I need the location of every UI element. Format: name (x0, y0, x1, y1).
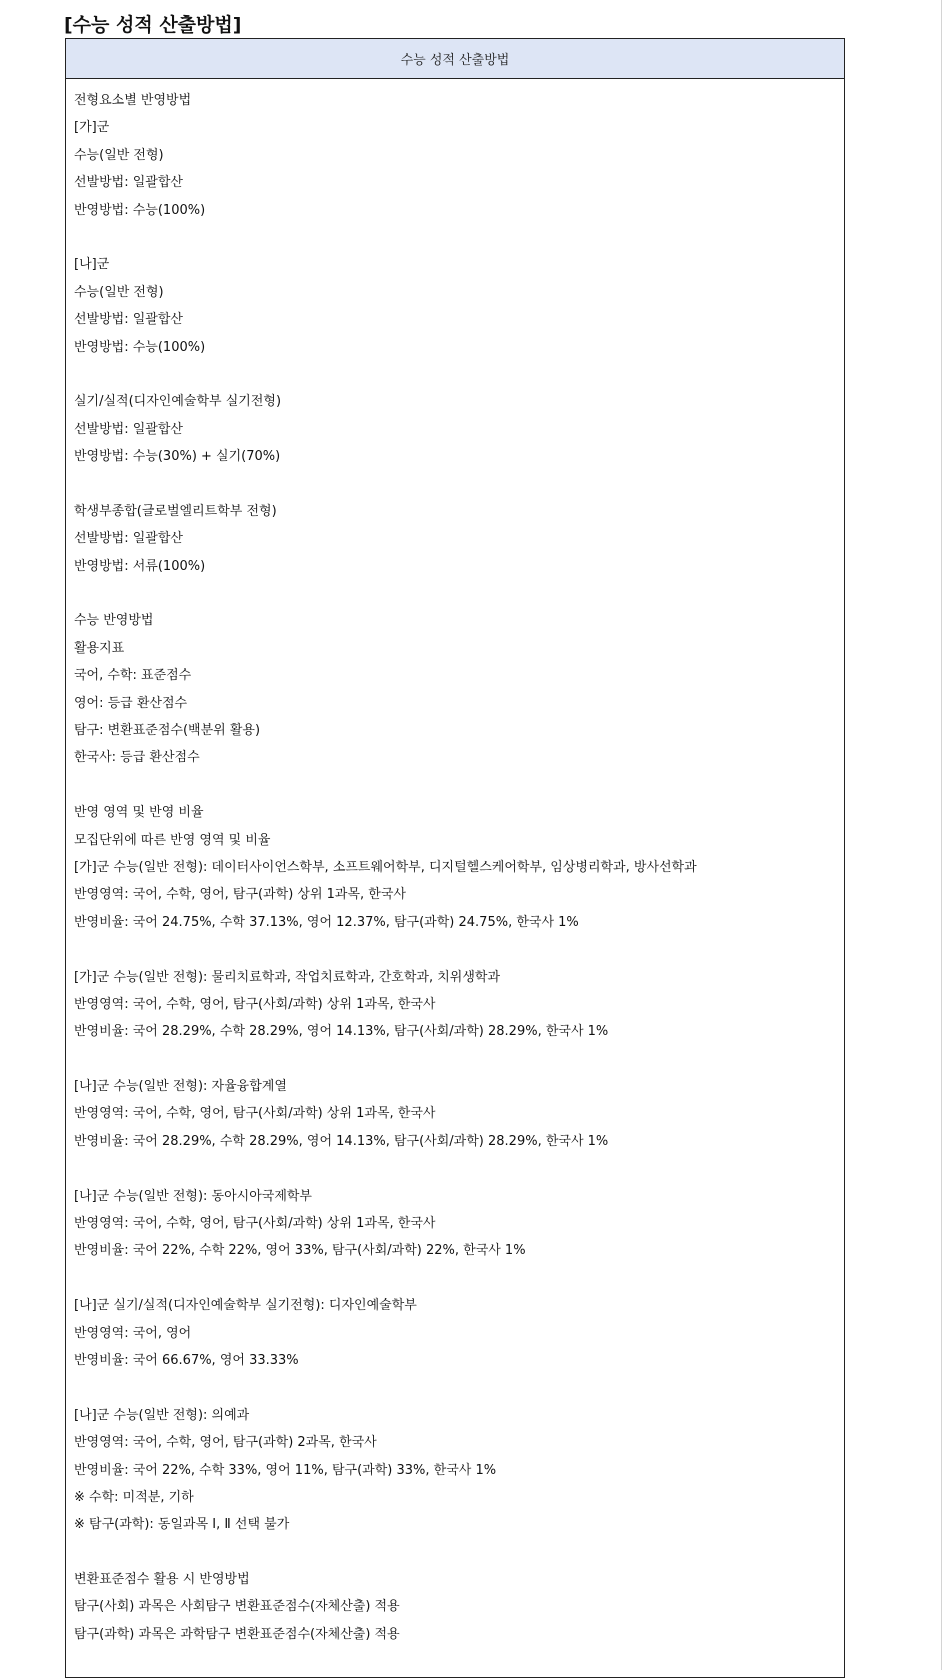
text-line: 변환표준점수 활용 시 반영방법 (74, 1572, 250, 1588)
text-line: 반영영역: 국어, 수학, 영어, 탐구(사회/과학) 상위 1과목, 한국사 (74, 1216, 436, 1232)
blank-line (74, 580, 844, 607)
text-line: [나]군 수능(일반 전형): 자율융합계열 (74, 1079, 287, 1095)
text-line: 반영비율: 국어 28.29%, 수학 28.29%, 영어 14.13%, 탐구(사회/과학) 28.29%, 한국사 1% (74, 1133, 609, 1149)
text-line: 반영비율: 국어 66.67%, 영어 33.33% (74, 1352, 299, 1368)
text-line: 반영방법: 수능(30%) + 실기(70%) (74, 449, 281, 465)
blank-line (74, 1539, 844, 1566)
text-line: ※ 수학: 미적분, 기하 (74, 1489, 194, 1505)
text-line: [가]군 수능(일반 전형): 물리치료학과, 작업치료학과, 간호학과, 치위생학과 (74, 969, 501, 985)
text-line: [나]군 (74, 257, 110, 273)
text-line: [가]군 (74, 120, 110, 136)
text-line: 영어: 등급 환산점수 (74, 695, 188, 711)
text-line: 국어, 수학: 표준점수 (74, 668, 192, 684)
text-line: 반영방법: 서류(100%) (74, 558, 206, 574)
text-line: 전형요소별 반영방법 (74, 93, 192, 108)
text-line: [나]군 실기/실적(디자인예술학부 실기전형): 디자인예술학부 (74, 1298, 417, 1314)
text-line: 수능 반영방법 (74, 613, 154, 629)
text-line: ※ 탐구(과학): 동일과목 Ⅰ, Ⅱ 선택 불가 (74, 1517, 290, 1533)
text-line: 반영영역: 국어, 영어 (74, 1325, 192, 1341)
text-line: 반영비율: 국어 22%, 수학 33%, 영어 11%, 탐구(과학) 33%, 한국사 1% (74, 1462, 497, 1478)
text-line: 반영방법: 수능(100%) (74, 202, 206, 218)
text-line: 탐구(사회) 과목은 사회탐구 변환표준점수(자체산출) 적용 (74, 1599, 400, 1615)
blank-line (74, 1046, 844, 1073)
text-line: 선발방법: 일괄합산 (74, 175, 183, 191)
text-line: 수능(일반 전형) (74, 147, 164, 163)
score-method-table (65, 38, 845, 1678)
blank-line (74, 936, 844, 963)
table-header-label: 수능 성적 산출방법 (400, 53, 510, 68)
blank-line (74, 1374, 844, 1401)
window-right-edge (941, 0, 942, 1670)
text-line: [나]군 수능(일반 전형): 동아시아국제학부 (74, 1188, 312, 1204)
text-line: 탐구(과학) 과목은 과학탐구 변환표준점수(자체산출) 적용 (74, 1626, 400, 1642)
text-line: 반영영역: 국어, 수학, 영어, 탐구(사회/과학) 상위 1과목, 한국사 (74, 996, 436, 1012)
blank-line (74, 224, 844, 251)
text-line: [가]군 수능(일반 전형): 데이터사이언스학부, 소프트웨어학부, 디지털헬스케어학부, 임상병리학과, 방사선학과 (74, 859, 697, 875)
text-line: 선발방법: 일괄합산 (74, 312, 183, 328)
blank-line (74, 1155, 844, 1182)
blank-line (74, 361, 844, 388)
text-line: 반영 영역 및 반영 비율 (74, 805, 204, 821)
blank-line (74, 470, 844, 497)
text-line: 학생부종합(글로벌엘리트학부 전형) (74, 503, 277, 519)
text-line: 반영방법: 수능(100%) (74, 339, 206, 355)
text-line: 활용지표 (74, 640, 125, 656)
section-title: [수능 성적 산출방법] (64, 14, 242, 36)
blank-line (74, 1265, 844, 1292)
text-line: 반영영역: 국어, 수학, 영어, 탐구(과학) 2과목, 한국사 (74, 1435, 377, 1451)
text-line: 선발방법: 일괄합산 (74, 531, 183, 547)
text-line: 반영비율: 국어 24.75%, 수학 37.13%, 영어 12.37%, 탐구(과학) 24.75%, 한국사 1% (74, 914, 579, 930)
text-line: 모집단위에 따른 반영 영역 및 비율 (74, 832, 271, 848)
text-line: 반영비율: 국어 28.29%, 수학 28.29%, 영어 14.13%, 탐구(사회/과학) 28.29%, 한국사 1% (74, 1024, 609, 1040)
text-line: 선발방법: 일괄합산 (74, 421, 183, 437)
blank-line (74, 772, 844, 799)
text-line: 반영비율: 국어 22%, 수학 22%, 영어 33%, 탐구(사회/과학) 22%, 한국사 1% (74, 1243, 526, 1259)
text-line: 반영영역: 국어, 수학, 영어, 탐구(사회/과학) 상위 1과목, 한국사 (74, 1106, 436, 1122)
text-line: 탐구: 변환표준점수(백분위 활용) (74, 722, 261, 738)
table-body (66, 79, 844, 1648)
text-line: 수능(일반 전형) (74, 284, 164, 300)
text-line: 실기/실적(디자인예술학부 실기전형) (74, 394, 282, 410)
table-header (66, 39, 844, 79)
text-line: 한국사: 등급 환산점수 (74, 750, 200, 766)
text-line: [나]군 수능(일반 전형): 의예과 (74, 1407, 250, 1423)
text-line: 반영영역: 국어, 수학, 영어, 탐구(과학) 상위 1과목, 한국사 (74, 887, 406, 903)
